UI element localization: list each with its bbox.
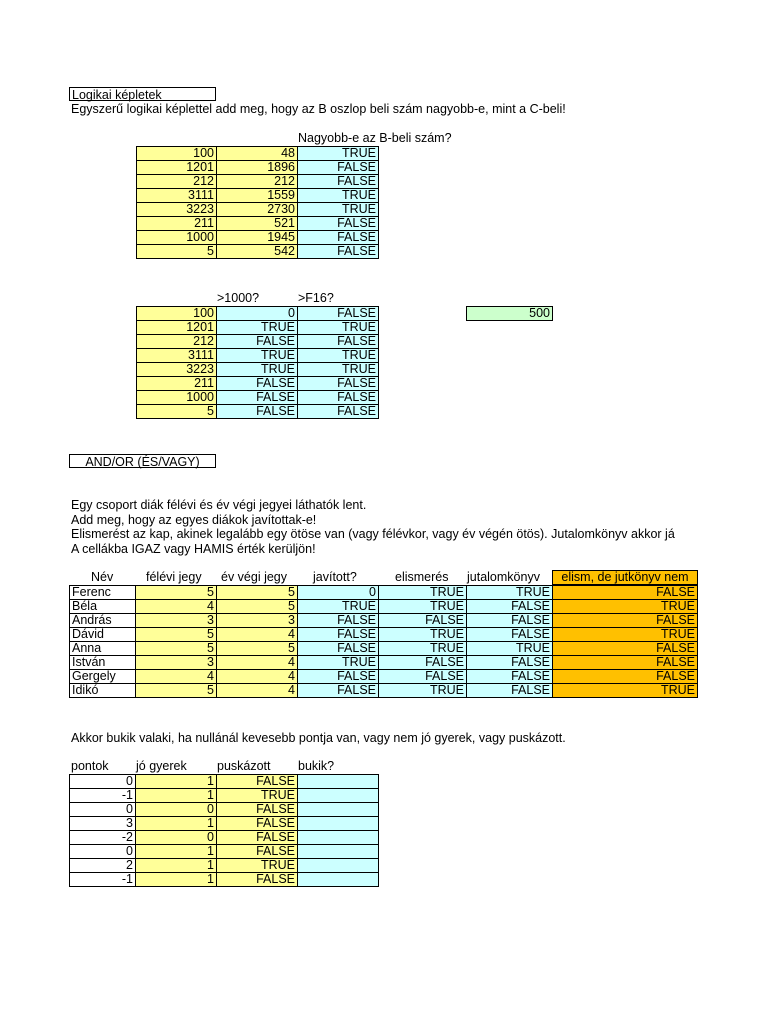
table-cell[interactable]: FALSE: [553, 586, 698, 600]
header-jo-gyerek: jó gyerek: [136, 759, 187, 773]
table-cell[interactable]: FALSE: [298, 161, 379, 175]
table-cell[interactable]: [298, 873, 379, 887]
table-cell[interactable]: FALSE: [217, 817, 298, 831]
table-cell[interactable]: 1896: [217, 161, 298, 175]
table-cell[interactable]: 1201: [137, 321, 217, 335]
table-row: [137, 203, 379, 217]
table-cell[interactable]: TRUE: [298, 656, 379, 670]
table-cell[interactable]: FALSE: [467, 656, 553, 670]
table-row: [137, 349, 379, 363]
table-cell[interactable]: 2730: [217, 203, 298, 217]
table-cell[interactable]: FALSE: [298, 231, 379, 245]
table-cell[interactable]: TRUE: [298, 363, 379, 377]
table-cell[interactable]: [298, 817, 379, 831]
section1-instruction: Egyszerű logikai képlettel add meg, hogy az B oszlop beli szám nagyobb-e, mint a C-beli!: [71, 102, 566, 116]
table-cell[interactable]: TRUE: [298, 203, 379, 217]
table-row: [137, 231, 379, 245]
table-row: [70, 600, 698, 614]
table-cell[interactable]: FALSE: [298, 391, 379, 405]
table-cell[interactable]: [298, 775, 379, 789]
table-cell[interactable]: TRUE: [553, 684, 698, 698]
table-cell[interactable]: FALSE: [379, 670, 467, 684]
table-cell[interactable]: TRUE: [217, 789, 298, 803]
table-cell[interactable]: FALSE: [298, 217, 379, 231]
table-cell[interactable]: TRUE: [553, 600, 698, 614]
table-cell[interactable]: FALSE: [217, 803, 298, 817]
table-cell[interactable]: TRUE: [217, 363, 298, 377]
table-cell[interactable]: FALSE: [467, 614, 553, 628]
table-cell[interactable]: 3: [136, 656, 217, 670]
table-cell[interactable]: FALSE: [298, 614, 379, 628]
table-row: [70, 586, 698, 600]
table-cell[interactable]: TRUE: [298, 600, 379, 614]
table-cell[interactable]: Dávid: [70, 628, 136, 642]
table-cell[interactable]: 0: [298, 586, 379, 600]
table-cell[interactable]: TRUE: [217, 349, 298, 363]
table-cell[interactable]: FALSE: [298, 175, 379, 189]
table-cell[interactable]: Gergely: [70, 670, 136, 684]
table-row: [137, 405, 379, 419]
table-cell[interactable]: TRUE: [298, 189, 379, 203]
table-cell[interactable]: 100: [137, 147, 217, 161]
table-cell[interactable]: 1201: [137, 161, 217, 175]
table-row: [137, 307, 379, 321]
table-cell[interactable]: 3: [70, 817, 136, 831]
table-row: [70, 656, 698, 670]
table-row: [70, 789, 379, 803]
table-cell[interactable]: 3111: [137, 349, 217, 363]
table-cell[interactable]: [298, 845, 379, 859]
table-cell[interactable]: 5: [136, 642, 217, 656]
header-puskazott: puskázott: [217, 759, 271, 773]
header-javitott: javított?: [313, 570, 357, 584]
table-cell[interactable]: TRUE: [379, 684, 467, 698]
table-cell[interactable]: 3223: [137, 203, 217, 217]
table-cell[interactable]: FALSE: [298, 684, 379, 698]
table-cell[interactable]: FALSE: [553, 656, 698, 670]
table-cell[interactable]: 212: [137, 175, 217, 189]
table-cell[interactable]: 1945: [217, 231, 298, 245]
table-cell[interactable]: FALSE: [217, 831, 298, 845]
table-cell[interactable]: András: [70, 614, 136, 628]
table-cell[interactable]: FALSE: [467, 684, 553, 698]
table-row: [137, 161, 379, 175]
table-cell[interactable]: FALSE: [217, 391, 298, 405]
table-cell[interactable]: 1000: [137, 391, 217, 405]
table-cell[interactable]: 1: [136, 873, 217, 887]
reference-cell-table: [466, 306, 553, 321]
table-cell[interactable]: FALSE: [298, 670, 379, 684]
table-row: [137, 245, 379, 259]
table-cell[interactable]: 0: [70, 775, 136, 789]
table-cell[interactable]: FALSE: [298, 335, 379, 349]
table-cell[interactable]: FALSE: [298, 628, 379, 642]
table-cell[interactable]: FALSE: [553, 642, 698, 656]
table-cell[interactable]: Anna: [70, 642, 136, 656]
table-cell[interactable]: Ferenc: [70, 586, 136, 600]
table-cell[interactable]: 5: [137, 245, 217, 259]
section2-header-gtf16: >F16?: [298, 291, 334, 305]
table-cell[interactable]: 212: [137, 335, 217, 349]
table-cell[interactable]: 1: [136, 775, 217, 789]
table-cell[interactable]: FALSE: [298, 307, 379, 321]
table-cell[interactable]: 0: [217, 307, 298, 321]
table-cell[interactable]: 2: [70, 859, 136, 873]
header-ev-vegi-jegy: év végi jegy: [221, 570, 288, 584]
table-cell[interactable]: István: [70, 656, 136, 670]
table-row: [70, 859, 379, 873]
table-cell[interactable]: FALSE: [217, 335, 298, 349]
table-row: [137, 189, 379, 203]
table-cell[interactable]: TRUE: [553, 628, 698, 642]
section3-line-2: Add meg, hogy az egyes diákok javítottak-e!: [71, 513, 317, 527]
header-bukik: bukik?: [298, 759, 335, 773]
table-cell[interactable]: 4: [217, 628, 298, 642]
table-cell[interactable]: 5: [217, 586, 298, 600]
table-row: [137, 335, 379, 349]
table-cell[interactable]: 5: [136, 586, 217, 600]
table-cell[interactable]: 0: [70, 845, 136, 859]
table-cell[interactable]: FALSE: [379, 656, 467, 670]
table-cell[interactable]: FALSE: [217, 845, 298, 859]
table-row: [137, 175, 379, 189]
table-cell[interactable]: TRUE: [298, 349, 379, 363]
table-cell[interactable]: TRUE: [467, 642, 553, 656]
table-cell[interactable]: 4: [217, 684, 298, 698]
table-row: [70, 628, 698, 642]
table-row: [70, 684, 698, 698]
table-cell[interactable]: 1000: [137, 231, 217, 245]
header-elism-table: [552, 570, 698, 585]
table-cell[interactable]: 4: [217, 670, 298, 684]
table-cell[interactable]: 3223: [137, 363, 217, 377]
table-row: [70, 873, 379, 887]
table-cell[interactable]: Idikó: [70, 684, 136, 698]
section4-instruction: Akkor bukik valaki, ha nullánál kevesebb pontja van, vagy nem jó gyerek, vagy puskázott.: [71, 731, 566, 745]
table-cell[interactable]: 5: [217, 642, 298, 656]
table-cell[interactable]: -2: [70, 831, 136, 845]
students-table: [69, 585, 698, 698]
table-cell[interactable]: FALSE: [553, 670, 698, 684]
table-cell[interactable]: 211: [137, 377, 217, 391]
table-cell[interactable]: FALSE: [217, 405, 298, 419]
table-cell[interactable]: TRUE: [298, 321, 379, 335]
table-cell[interactable]: Béla: [70, 600, 136, 614]
table-row: [70, 817, 379, 831]
section1-column-header: Nagyobb-e az B-beli szám?: [298, 131, 452, 145]
reference-value-cell[interactable]: 500: [467, 307, 553, 321]
table-row: [137, 321, 379, 335]
header-pontok: pontok: [71, 759, 109, 773]
table-cell[interactable]: 5: [217, 600, 298, 614]
table-cell[interactable]: 211: [137, 217, 217, 231]
table-cell[interactable]: FALSE: [467, 628, 553, 642]
table-row: [70, 670, 698, 684]
table-row: [70, 642, 698, 656]
table-cell[interactable]: FALSE: [217, 377, 298, 391]
table-cell[interactable]: 5: [136, 628, 217, 642]
table-cell[interactable]: FALSE: [298, 642, 379, 656]
table-cell[interactable]: 3: [136, 614, 217, 628]
table-cell[interactable]: FALSE: [298, 377, 379, 391]
table-cell[interactable]: TRUE: [379, 642, 467, 656]
table-cell[interactable]: 100: [137, 307, 217, 321]
table-cell[interactable]: TRUE: [217, 321, 298, 335]
table-row: [137, 217, 379, 231]
table-cell[interactable]: 4: [136, 670, 217, 684]
table-row: [137, 147, 379, 161]
table-cell[interactable]: 48: [217, 147, 298, 161]
header-nev: Név: [91, 570, 114, 584]
table-cell[interactable]: TRUE: [379, 600, 467, 614]
table-cell[interactable]: FALSE: [217, 775, 298, 789]
table-cell[interactable]: [298, 803, 379, 817]
table-cell[interactable]: FALSE: [379, 614, 467, 628]
header-felevi-jegy: félévi jegy: [146, 570, 202, 584]
table-cell[interactable]: 3111: [137, 189, 217, 203]
table-cell[interactable]: FALSE: [217, 873, 298, 887]
table-row: [70, 614, 698, 628]
table-cell[interactable]: -1: [70, 789, 136, 803]
fail-table: [69, 774, 379, 887]
table-cell[interactable]: TRUE: [379, 628, 467, 642]
table-cell[interactable]: 1: [136, 845, 217, 859]
table-cell[interactable]: TRUE: [217, 859, 298, 873]
table-cell[interactable]: 4: [217, 656, 298, 670]
table-cell[interactable]: 4: [136, 600, 217, 614]
table-cell[interactable]: 1: [136, 789, 217, 803]
table-cell[interactable]: 1: [136, 817, 217, 831]
header-elism-de-jutkonyv-nem: elism, de jutkönyv nem: [553, 571, 698, 585]
table-cell[interactable]: TRUE: [379, 586, 467, 600]
section3-line-1: Egy csoport diák félévi és év végi jegyei láthatók lent.: [71, 498, 367, 512]
section2-header-gt1000: >1000?: [217, 291, 260, 305]
header-elismeres: elismerés: [395, 570, 449, 584]
table-cell[interactable]: FALSE: [553, 614, 698, 628]
table-cell[interactable]: 5: [136, 684, 217, 698]
table-row: [137, 377, 379, 391]
table-cell[interactable]: [298, 831, 379, 845]
section-title-logikai[interactable]: Logikai képletek: [69, 87, 216, 101]
table-cell[interactable]: [298, 859, 379, 873]
table-cell[interactable]: 5: [137, 405, 217, 419]
table-cell[interactable]: 0: [136, 803, 217, 817]
table-cell[interactable]: FALSE: [467, 670, 553, 684]
table-cell[interactable]: 212: [217, 175, 298, 189]
table-cell[interactable]: 0: [70, 803, 136, 817]
header-jutalomkonyv: jutalomkönyv: [467, 570, 540, 584]
table-cell[interactable]: 1: [136, 859, 217, 873]
comparison-table: [136, 146, 379, 259]
section3-line-3: Elismerést az kap, akinek legalább egy ötöse van (vagy félévkor, vagy év végén ötös). Jutalomkönyv akkor já: [71, 527, 675, 541]
table-cell[interactable]: 3: [217, 614, 298, 628]
table-cell[interactable]: 0: [136, 831, 217, 845]
table-row: [137, 363, 379, 377]
table-cell[interactable]: FALSE: [298, 405, 379, 419]
table-cell[interactable]: TRUE: [298, 147, 379, 161]
table-cell[interactable]: [298, 789, 379, 803]
table-cell[interactable]: 542: [217, 245, 298, 259]
table-row: [70, 775, 379, 789]
table-cell[interactable]: -1: [70, 873, 136, 887]
table-cell[interactable]: FALSE: [298, 245, 379, 259]
section3-line-4: A cellákba IGAZ vagy HAMIS érték kerüljön!: [71, 542, 316, 556]
threshold-table: [136, 306, 379, 419]
table-row: [70, 845, 379, 859]
table-cell[interactable]: 521: [217, 217, 298, 231]
table-row: [137, 391, 379, 405]
table-row: [70, 803, 379, 817]
table-cell[interactable]: 1559: [217, 189, 298, 203]
table-cell[interactable]: TRUE: [467, 586, 553, 600]
section-title-and-or[interactable]: AND/OR (ÉS/VAGY): [69, 454, 216, 468]
table-row: [70, 831, 379, 845]
table-cell[interactable]: FALSE: [467, 600, 553, 614]
